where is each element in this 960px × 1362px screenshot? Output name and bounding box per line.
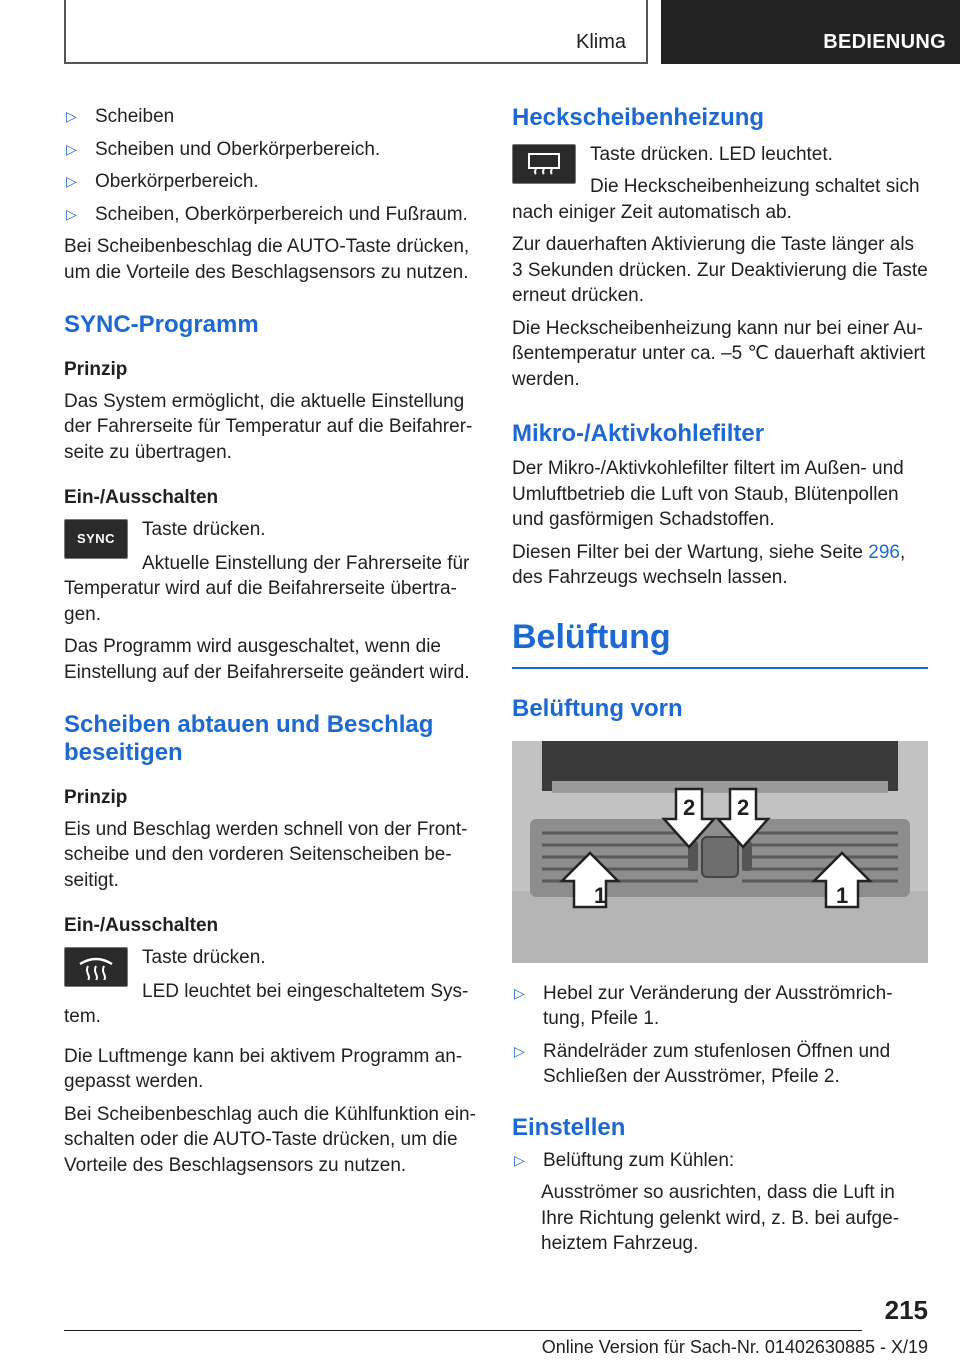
header-section: Klima (575, 31, 626, 53)
paragraph: Das Programm wird ausgeschaltet, wenn die Einstellung auf der Beifahrerseite geändert wird. (64, 636, 470, 683)
callout-label: 2 (683, 794, 696, 820)
paragraph: Eis und Beschlag werden schnell von der Frontscheibe und den vorderen Seitenscheiben beseitigt. (64, 818, 468, 891)
bullet-icon: ▷ (66, 140, 77, 157)
header-chapter: BEDIENUNG (823, 31, 946, 53)
section-title: Einstellen (512, 1113, 626, 1141)
paragraph: Diesen Filter bei der Wartung, siehe Seite 296, des Fahrzeugs wechseln lassen. (512, 541, 906, 588)
list-item: ▷ Scheiben, Oberkörperbereich und Fußraum. (64, 202, 476, 228)
bullet-icon: ▷ (514, 1042, 525, 1059)
sync-button-row (64, 517, 476, 567)
paragraph: Taste drücken. (142, 518, 266, 540)
paragraph: Die Luftmenge kann bei aktivem Programm angepasst werden. (64, 1045, 463, 1092)
subsection-title: Ein-/Ausschalten (64, 915, 219, 936)
list-item: ▷ Belüftung zum Kühlen: (512, 1148, 928, 1174)
footer-online-version: Online Version für Sach-Nr. 01402630885 - X/19 (541, 1337, 928, 1357)
paragraph: Ausströmer so ausrichten, dass die Luft in Ihre Richtung gelenkt wird, z. B. bei aufgeheiztem Fahrzeug. (541, 1182, 900, 1254)
defrost-button-row (64, 945, 476, 995)
callout-label: 2 (737, 794, 750, 820)
paragraph: LED leuchtet bei eingeschaltetem System. (64, 980, 469, 1027)
front-vent-photo (512, 741, 928, 963)
chapter-rule (512, 667, 928, 669)
subsection-title: Ein-/Ausschalten (64, 487, 219, 508)
bullet-icon: ▷ (514, 1151, 525, 1168)
callout-label: 1 (836, 882, 849, 908)
paragraph: Bei Scheibenbeschlag auch die Kühlfunktion einschalten oder die AUTO-Taste drücken, um die Vorteile des Beschlagsensors zu nutzen. (64, 1103, 476, 1176)
footer-rule (64, 1330, 862, 1331)
windshield-defrost-icon (64, 947, 128, 987)
bullet-icon: ▷ (66, 205, 77, 222)
paragraph: Zur dauerhaften Aktivierung die Taste länger als 3 Sekunden drücken. Zur Deaktivierung die Taste erneut drücken. (512, 234, 928, 306)
rear-window-heat-icon (512, 144, 576, 184)
paragraph: Bei Scheibenbeschlag die AUTO-Taste drücken, um die Vorteile des Beschlagsensors zu nutzen. (64, 236, 470, 283)
bullet-icon: ▷ (66, 173, 77, 189)
list-item: ▷ Scheiben und Oberkörperbereich. (64, 137, 476, 163)
paragraph: Taste drücken. LED leuchtet. (590, 144, 833, 165)
chapter-title: Belüftung (512, 617, 671, 656)
page-number: 215 (884, 1295, 928, 1325)
header-left-frame (64, 0, 648, 64)
paragraph: Die Heckscheibenheizung schaltet sich nach einiger Zeit automatisch ab. (512, 176, 920, 223)
bullet-icon: ▷ (66, 108, 77, 124)
paragraph: Taste drücken. (142, 946, 266, 968)
sync-button-icon: SYNC (64, 519, 128, 559)
section-title: Scheiben abtauen und Beschlag beseitigen (64, 711, 434, 766)
section-title: SYNC-Programm (64, 311, 259, 338)
list-item: ▷ Oberkörperbereich. (64, 169, 476, 195)
section-title: Belüftung vorn (512, 694, 683, 722)
paragraph: Der Mikro-/Aktivkohlefilter filtert im Außen- und Umluftbetrieb die Luft von Staub, Blütenpollen und gasförmigen Schadstoffen. (512, 458, 904, 530)
subsection-title: Prinzip (64, 787, 128, 808)
paragraph: Die Heckscheibenheizung kann nur bei einer Außentemperatur unter ca. –5 ℃ dauerhaft aktiviert werden. (512, 317, 926, 390)
bullet-icon: ▷ (514, 984, 525, 1001)
section-title: Heckscheibenheizung (512, 104, 765, 131)
subsection-title: Prinzip (64, 359, 128, 380)
page-link[interactable]: 296 (868, 541, 900, 563)
list-item: ▷ Scheiben (64, 104, 476, 130)
callout-label: 1 (594, 882, 607, 908)
list-item: ▷ Hebel zur Veränderung der Ausströmrichtung, Pfeile 1. (512, 981, 928, 1032)
section-title: Mikro-/Aktivkohlefilter (512, 420, 765, 447)
left-column (64, 104, 476, 1185)
rear-heat-button-row (512, 142, 928, 192)
right-column (512, 104, 928, 1264)
list-item: ▷ Rändelräder zum stufenlosen Öffnen und Schließen der Ausströmer, Pfeile 2. (512, 1039, 928, 1090)
paragraph: Das System ermöglicht, die aktuelle Einstellung der Fahrerseite für Temperatur auf die Beifahrerseite zu übertragen. (64, 390, 473, 463)
paragraph: Aktuelle Einstellung der Fahrerseite für Temperatur wird auf die Beifahrerseite übertragen. (64, 552, 470, 625)
